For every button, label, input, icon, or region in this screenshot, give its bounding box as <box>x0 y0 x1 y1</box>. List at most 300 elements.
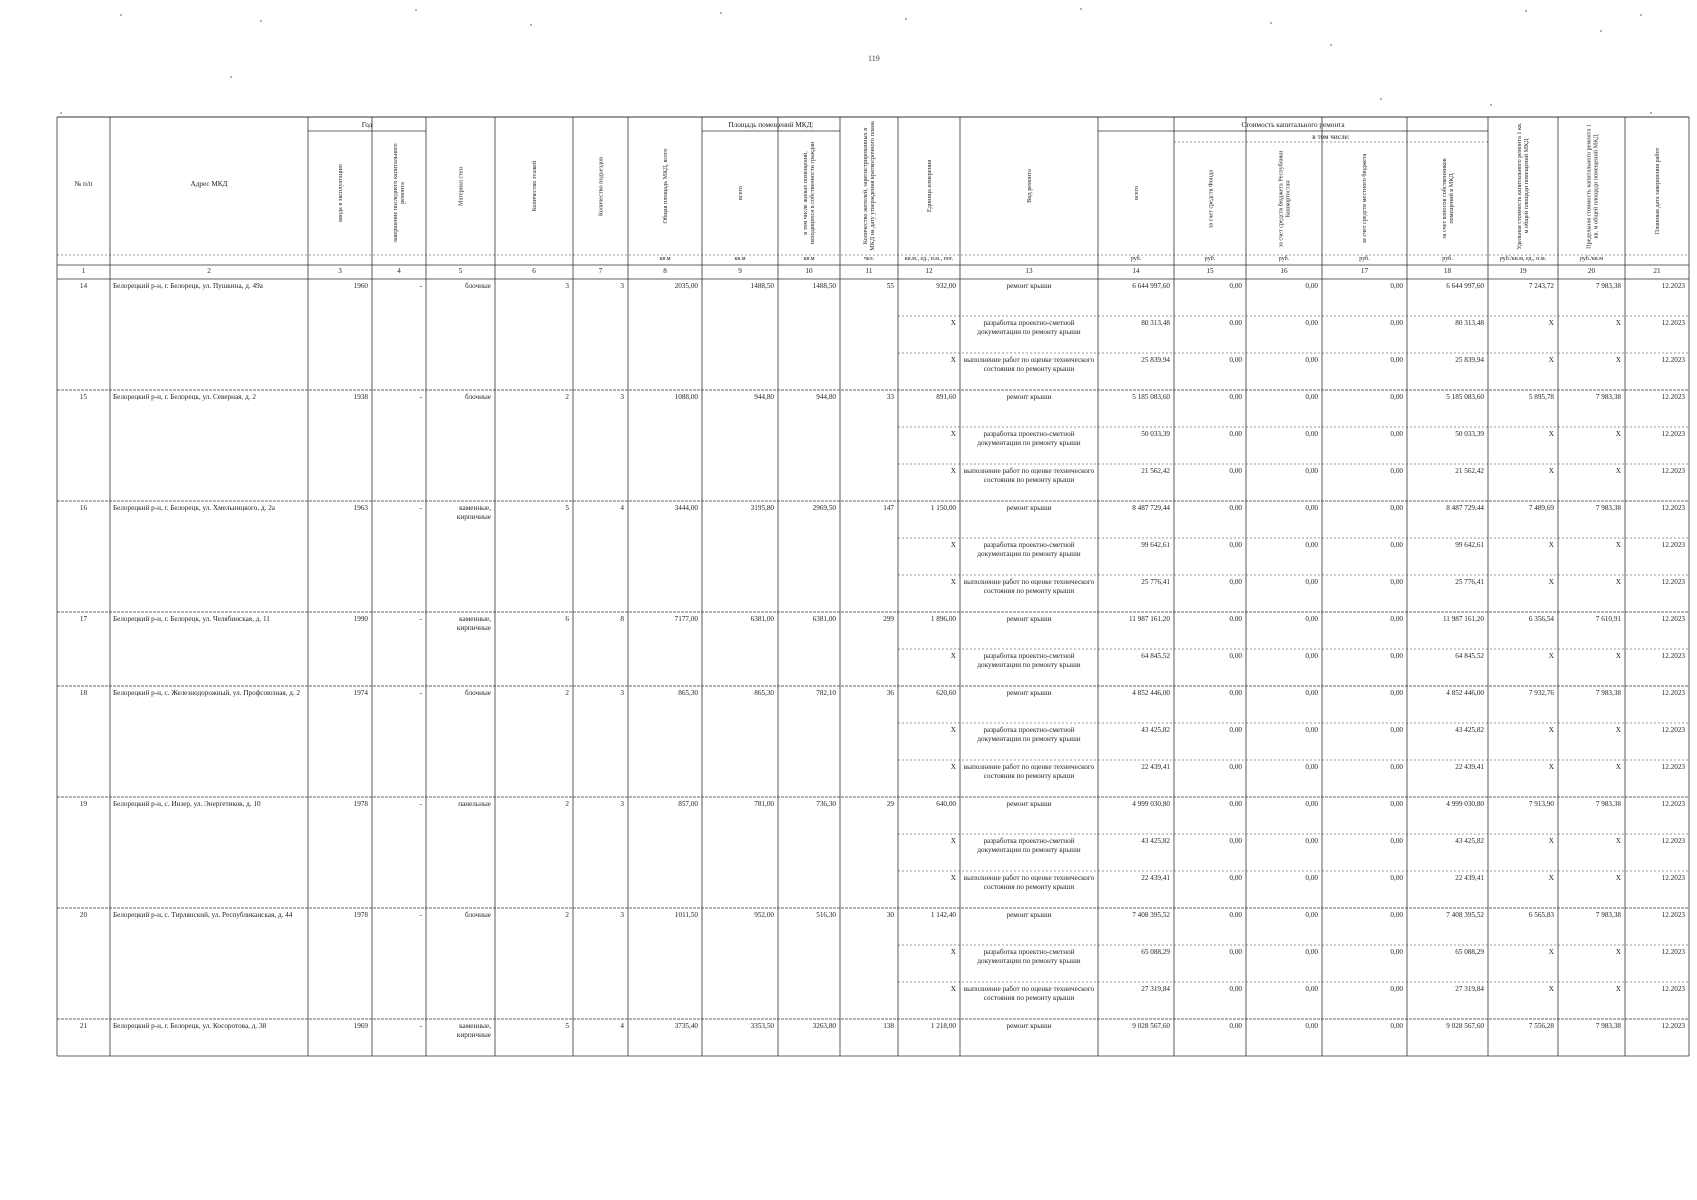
row-number: 16 <box>79 504 88 512</box>
cost-fund: 0,00 <box>1229 282 1242 290</box>
work-type: ремонт крыши <box>1006 282 1052 290</box>
cost-owners: 25 839,94 <box>1455 356 1484 364</box>
cost-total: 80 313,48 <box>1141 319 1170 327</box>
max-cost: X <box>1615 356 1621 364</box>
row-wall-material: блочные <box>465 689 491 697</box>
cost-owners: 6 644 997,60 <box>1446 282 1484 290</box>
header-area-group: Площадь помещений МКД: <box>728 121 814 129</box>
unit-cost: X <box>1548 874 1554 882</box>
cost-budget: 0,00 <box>1305 319 1318 327</box>
cost-fund: 0,00 <box>1229 1022 1242 1030</box>
cost-total: 11 987 161,20 <box>1128 615 1170 623</box>
completion-date: 12.2023 <box>1661 874 1685 882</box>
completion-date: 12.2023 <box>1661 1022 1685 1030</box>
row-floors: 3 <box>565 282 569 290</box>
cost-local: 0,00 <box>1390 578 1403 586</box>
row-area-all: 3195,80 <box>750 504 774 512</box>
cost-fund: 0,00 <box>1229 948 1242 956</box>
unit-cost: X <box>1548 430 1554 438</box>
column-number: 18 <box>1443 267 1452 275</box>
unit-label: кв.м <box>803 256 815 262</box>
row-measure: 1 896,00 <box>930 615 956 623</box>
column-number: 1 <box>81 267 86 275</box>
row-number: 17 <box>79 615 88 623</box>
row-total-area: 2035,00 <box>674 282 698 290</box>
column-number: 7 <box>598 267 603 275</box>
header-area-living: в том числе жилых помещений, находящихся в собственности граждан <box>802 141 816 245</box>
cost-fund: 0,00 <box>1229 874 1242 882</box>
row-area-all: 865,30 <box>754 689 774 697</box>
completion-date: 12.2023 <box>1661 467 1685 475</box>
cost-budget: 0,00 <box>1305 504 1318 512</box>
cost-total: 22 439,41 <box>1141 874 1170 882</box>
row-area-all: 3353,50 <box>750 1022 774 1030</box>
completion-date: 12.2023 <box>1661 615 1685 623</box>
completion-date: 12.2023 <box>1661 837 1685 845</box>
header-floors: Количество этажей <box>530 160 538 212</box>
unit-label: кв.м., ед., п.м., пог. <box>904 256 954 262</box>
cost-budget: 0,00 <box>1305 726 1318 734</box>
row-residents: 138 <box>883 1022 894 1030</box>
row-measure: 1 142,40 <box>930 911 956 919</box>
row-total-area: 857,00 <box>678 800 698 808</box>
completion-date: 12.2023 <box>1661 282 1685 290</box>
row-entrances: 8 <box>620 615 624 623</box>
cost-budget: 0,00 <box>1305 578 1318 586</box>
row-entrances: 3 <box>620 393 624 401</box>
column-number: 15 <box>1206 267 1214 275</box>
work-type: выполнение работ по оценке технического состояния по ремонту крыши <box>963 356 1095 373</box>
row-total-area: 865,30 <box>678 689 698 697</box>
cost-budget: 0,00 <box>1305 430 1318 438</box>
row-area-living: 944,80 <box>816 393 836 401</box>
unit-label: руб. <box>1278 256 1290 262</box>
cost-budget: 0,00 <box>1305 689 1318 697</box>
cost-budget: 0,00 <box>1305 948 1318 956</box>
cost-budget: 0,00 <box>1305 837 1318 845</box>
row-repair-year: - <box>419 911 422 919</box>
row-area-all: 781,00 <box>754 800 774 808</box>
header-cost-fund: за счет средств Фонда <box>1206 169 1214 228</box>
unit-cost: X <box>1548 985 1554 993</box>
row-year: 1938 <box>353 393 368 401</box>
cost-local: 0,00 <box>1390 467 1403 475</box>
header-date: Плановая дата завершения работ <box>1653 147 1661 235</box>
cost-owners: 21 562,42 <box>1455 467 1484 475</box>
row-area-living: 516,30 <box>816 911 836 919</box>
column-number: 17 <box>1360 267 1369 275</box>
row-floors: 5 <box>565 1022 569 1030</box>
row-residents: 33 <box>886 393 894 401</box>
row-residents: 30 <box>886 911 894 919</box>
column-number: 8 <box>663 267 667 275</box>
unit-cost: X <box>1548 541 1554 549</box>
row-measure: 640,00 <box>936 800 956 808</box>
unit-cost: X <box>1548 837 1554 845</box>
row-floors: 2 <box>565 800 569 808</box>
row-floors: 2 <box>565 393 569 401</box>
row-measure: 620,60 <box>936 689 956 697</box>
header-year-repair: завершение последнего капитального ремонта <box>392 143 406 243</box>
work-type: разработка проектно-сметной документации по ремонту крыши <box>977 541 1081 558</box>
unit-cost: X <box>1548 578 1554 586</box>
unit-label: чел. <box>863 256 875 262</box>
work-type: разработка проектно-сметной документации по ремонту крыши <box>977 837 1081 854</box>
max-cost: X <box>1615 874 1621 882</box>
work-type: ремонт крыши <box>1006 689 1052 697</box>
cost-owners: 99 642,61 <box>1455 541 1484 549</box>
header-unit: Единица измерения <box>925 159 933 213</box>
cost-total: 8 487 729,44 <box>1132 504 1170 512</box>
unit-cost: X <box>1548 652 1554 660</box>
cost-budget: 0,00 <box>1305 615 1318 623</box>
cost-fund: 0,00 <box>1229 393 1242 401</box>
row-address: Белорецкий р-н, с. Железнодорожный, ул. Профсоюзная, д. 2 <box>113 689 301 697</box>
unit-cost: 7 913,90 <box>1528 800 1554 808</box>
cost-local: 0,00 <box>1390 874 1403 882</box>
cost-local: 0,00 <box>1390 985 1403 993</box>
max-cost: 7 983,38 <box>1595 282 1621 290</box>
work-type: ремонт крыши <box>1006 615 1052 623</box>
completion-date: 12.2023 <box>1661 948 1685 956</box>
unit-label: руб. <box>1204 256 1216 262</box>
cost-owners: 43 425,82 <box>1455 837 1484 845</box>
cost-total: 5 185 083,60 <box>1132 393 1170 401</box>
work-type: ремонт крыши <box>1006 911 1052 919</box>
cost-total: 99 642,61 <box>1141 541 1170 549</box>
cost-fund: 0,00 <box>1229 578 1242 586</box>
header-cost-group: Стоимость капитального ремонта <box>1241 121 1345 129</box>
cost-local: 0,00 <box>1390 393 1403 401</box>
row-wall-material: блочные <box>465 282 491 290</box>
cost-local: 0,00 <box>1390 911 1403 919</box>
x-mark: X <box>950 652 956 660</box>
cost-local: 0,00 <box>1390 763 1403 771</box>
row-residents: 55 <box>886 282 894 290</box>
max-cost: 7 983,38 <box>1595 1022 1621 1030</box>
cost-budget: 0,00 <box>1305 652 1318 660</box>
cost-fund: 0,00 <box>1229 652 1242 660</box>
column-number: 4 <box>397 267 401 275</box>
cost-fund: 0,00 <box>1229 689 1242 697</box>
work-type: выполнение работ по оценке технического состояния по ремонту крыши <box>963 985 1095 1002</box>
cost-owners: 22 439,41 <box>1455 763 1484 771</box>
cost-total: 4 999 030,80 <box>1132 800 1170 808</box>
cost-fund: 0,00 <box>1229 911 1242 919</box>
cost-total: 9 028 567,60 <box>1132 1022 1170 1030</box>
header-residents: Количество жителей, зарегистрированных в МКД на дату утверждения краткосрочного плана <box>862 121 876 251</box>
max-cost: 7 610,91 <box>1595 615 1621 623</box>
row-wall-material: панельные <box>458 800 491 808</box>
row-total-area: 1011,50 <box>674 911 698 919</box>
cost-owners: 43 425,82 <box>1455 726 1484 734</box>
completion-date: 12.2023 <box>1661 689 1685 697</box>
row-address: Белорецкий р-н, г. Белорецк, ул. Северная, д. 2 <box>113 393 256 401</box>
completion-date: 12.2023 <box>1661 800 1685 808</box>
unit-label: кв.м <box>659 256 671 262</box>
cost-fund: 0,00 <box>1229 504 1242 512</box>
cost-budget: 0,00 <box>1305 985 1318 993</box>
row-wall-material: каменные, кирпичные <box>456 504 491 521</box>
page-number: 119 <box>868 54 880 63</box>
max-cost: X <box>1615 948 1621 956</box>
header-cost-budget: за счет средств бюджета Республики Башкортостан <box>1277 150 1291 247</box>
row-number: 14 <box>79 282 88 290</box>
x-mark: X <box>950 985 956 993</box>
completion-date: 12.2023 <box>1661 578 1685 586</box>
column-number: 14 <box>1132 267 1140 275</box>
cost-owners: 4 999 030,80 <box>1446 800 1484 808</box>
header-year-built: ввода в эксплуатацию <box>336 164 344 222</box>
cost-owners: 7 408 395,52 <box>1446 911 1484 919</box>
cost-budget: 0,00 <box>1305 356 1318 364</box>
cost-owners: 50 033,39 <box>1455 430 1484 438</box>
cost-total: 25 776,41 <box>1141 578 1170 586</box>
row-total-area: 3444,00 <box>674 504 698 512</box>
row-residents: 29 <box>886 800 894 808</box>
cost-total: 25 839,94 <box>1141 356 1170 364</box>
row-floors: 6 <box>565 615 569 623</box>
column-number: 20 <box>1587 267 1596 275</box>
max-cost: X <box>1615 319 1621 327</box>
column-number: 16 <box>1280 267 1288 275</box>
row-repair-year: - <box>419 689 422 697</box>
row-year: 1963 <box>353 504 368 512</box>
cost-fund: 0,00 <box>1229 615 1242 623</box>
row-year: 1969 <box>353 1022 368 1030</box>
cost-total: 64 845,52 <box>1141 652 1170 660</box>
unit-label: руб./кв.м <box>1579 256 1604 262</box>
row-total-area: 7177,00 <box>674 615 698 623</box>
work-type: ремонт крыши <box>1006 393 1052 401</box>
unit-cost: 6 565,83 <box>1528 911 1554 919</box>
column-number: 10 <box>805 267 813 275</box>
cost-owners: 65 088,29 <box>1455 948 1484 956</box>
row-area-living: 1488,50 <box>812 282 836 290</box>
x-mark: X <box>950 763 956 771</box>
cost-budget: 0,00 <box>1305 1022 1318 1030</box>
unit-cost: 7 489,69 <box>1528 504 1554 512</box>
cost-total: 27 319,84 <box>1141 985 1170 993</box>
row-residents: 299 <box>883 615 894 623</box>
column-number: 12 <box>925 267 933 275</box>
max-cost: 7 983,38 <box>1595 393 1621 401</box>
row-year: 1974 <box>353 689 368 697</box>
work-type: ремонт крыши <box>1006 800 1052 808</box>
row-entrances: 3 <box>620 911 624 919</box>
header-cost-local: за счет средств местного бюджета <box>1361 153 1368 244</box>
x-mark: X <box>950 430 956 438</box>
cost-fund: 0,00 <box>1229 319 1242 327</box>
work-type: разработка проектно-сметной документации по ремонту крыши <box>977 430 1081 447</box>
row-total-area: 3735,40 <box>674 1022 698 1030</box>
x-mark: X <box>950 356 956 364</box>
header-max-cost: Предельная стоимость капитального ремонта 1 кв. м общей площади помещений МКД <box>1584 123 1599 249</box>
unit-label: руб./кв.м, ед., п.м. <box>1499 256 1547 262</box>
row-repair-year: - <box>419 615 422 623</box>
cost-budget: 0,00 <box>1305 282 1318 290</box>
unit-label: кв.м <box>734 256 746 262</box>
row-wall-material: каменные, кирпичные <box>456 1022 491 1039</box>
work-type: выполнение работ по оценке технического состояния по ремонту крыши <box>963 874 1095 891</box>
cost-owners: 25 776,41 <box>1455 578 1484 586</box>
cost-budget: 0,00 <box>1305 911 1318 919</box>
cost-local: 0,00 <box>1390 652 1403 660</box>
work-type: выполнение работ по оценке технического состояния по ремонту крыши <box>963 578 1095 595</box>
row-area-all: 1488,50 <box>750 282 774 290</box>
unit-cost: 7 556,28 <box>1528 1022 1554 1030</box>
cost-local: 0,00 <box>1390 504 1403 512</box>
row-area-all: 6381,00 <box>750 615 774 623</box>
cost-budget: 0,00 <box>1305 467 1318 475</box>
row-repair-year: - <box>419 504 422 512</box>
x-mark: X <box>950 319 956 327</box>
row-entrances: 4 <box>620 1022 624 1030</box>
row-year: 1960 <box>353 282 368 290</box>
x-mark: X <box>950 948 956 956</box>
row-area-living: 3263,80 <box>812 1022 836 1030</box>
cost-owners: 27 319,84 <box>1455 985 1484 993</box>
cost-owners: 22 439,41 <box>1455 874 1484 882</box>
unit-cost: 7 243,72 <box>1528 282 1554 290</box>
row-measure: 932,00 <box>936 282 956 290</box>
row-address: Белорецкий р-н, с. Инзер, ул. Энергетиков, д. 10 <box>113 800 261 808</box>
cost-total: 65 088,29 <box>1141 948 1170 956</box>
row-entrances: 3 <box>620 282 624 290</box>
column-number: 13 <box>1025 267 1033 275</box>
column-number: 11 <box>865 267 873 275</box>
max-cost: X <box>1615 652 1621 660</box>
unit-label: руб. <box>1442 256 1453 262</box>
column-number: 3 <box>338 267 342 275</box>
max-cost: X <box>1615 467 1621 475</box>
row-entrances: 3 <box>620 800 624 808</box>
cost-total: 43 425,82 <box>1141 837 1170 845</box>
cost-fund: 0,00 <box>1229 541 1242 549</box>
cost-fund: 0,00 <box>1229 430 1242 438</box>
max-cost: X <box>1615 541 1621 549</box>
cost-local: 0,00 <box>1390 356 1403 364</box>
work-type: разработка проектно-сметной документации по ремонту крыши <box>977 319 1081 336</box>
row-residents: 147 <box>883 504 894 512</box>
row-year: 1978 <box>353 800 368 808</box>
max-cost: 7 983,38 <box>1595 800 1621 808</box>
completion-date: 12.2023 <box>1661 726 1685 734</box>
cost-local: 0,00 <box>1390 430 1403 438</box>
cost-local: 0,00 <box>1390 948 1403 956</box>
header-entrances: Количество подъездов <box>597 156 604 216</box>
header-wall: Материал стен <box>457 166 464 206</box>
row-number: 15 <box>79 393 88 401</box>
row-address: Белорецкий р-н, с. Тирлянский, ул. Республиканская, д. 44 <box>113 911 293 919</box>
cost-local: 0,00 <box>1390 1022 1403 1030</box>
row-repair-year: - <box>419 1022 422 1030</box>
x-mark: X <box>950 541 956 549</box>
column-number: 2 <box>207 267 211 275</box>
max-cost: 7 983,38 <box>1595 689 1621 697</box>
cost-owners: 9 028 567,60 <box>1446 1022 1484 1030</box>
completion-date: 12.2023 <box>1661 393 1685 401</box>
cost-budget: 0,00 <box>1305 763 1318 771</box>
completion-date: 12.2023 <box>1661 985 1685 993</box>
cost-budget: 0,00 <box>1305 874 1318 882</box>
column-number: 21 <box>1653 267 1661 275</box>
row-address: Белорецкий р-н, г. Белорецк, ул. Хмельницкого, д. 2а <box>113 504 275 512</box>
max-cost: X <box>1615 430 1621 438</box>
max-cost: 7 983,38 <box>1595 504 1621 512</box>
cost-fund: 0,00 <box>1229 356 1242 364</box>
completion-date: 12.2023 <box>1661 430 1685 438</box>
row-area-living: 782,10 <box>816 689 836 697</box>
work-type: ремонт крыши <box>1006 1022 1052 1030</box>
row-address: Белорецкий р-н, г. Белорецк, ул. Пушкина, д. 49а <box>113 282 263 290</box>
row-repair-year: - <box>419 282 422 290</box>
max-cost: X <box>1615 763 1621 771</box>
row-entrances: 3 <box>620 689 624 697</box>
row-measure: 1 150,00 <box>930 504 956 512</box>
max-cost: 7 983,38 <box>1595 911 1621 919</box>
header-unit-cost: Удельная стоимость капитального ремонта 1 кв. м общей площади помещений МКД <box>1516 122 1530 250</box>
x-mark: X <box>950 837 956 845</box>
cost-owners: 8 487 729,44 <box>1446 504 1484 512</box>
cost-budget: 0,00 <box>1305 393 1318 401</box>
header-area-all: всего <box>736 186 744 200</box>
unit-label: руб. <box>1130 256 1142 262</box>
completion-date: 12.2023 <box>1661 541 1685 549</box>
cost-local: 0,00 <box>1390 319 1403 327</box>
cost-total: 21 562,42 <box>1141 467 1170 475</box>
cost-total: 7 408 395,52 <box>1132 911 1170 919</box>
cost-fund: 0,00 <box>1229 837 1242 845</box>
completion-date: 12.2023 <box>1661 763 1685 771</box>
header-total-area: Общая площадь МКД, всего <box>661 148 669 224</box>
row-address: Белорецкий р-н, г. Белорецк, ул. Косоротова, д. 38 <box>113 1022 267 1030</box>
max-cost: X <box>1615 578 1621 586</box>
row-area-living: 736,30 <box>816 800 836 808</box>
row-measure: 891,60 <box>936 393 956 401</box>
unit-cost: 5 895,78 <box>1528 393 1554 401</box>
row-wall-material: блочные <box>465 911 491 919</box>
row-floors: 2 <box>565 911 569 919</box>
unit-cost: X <box>1548 763 1554 771</box>
cost-total: 43 425,82 <box>1141 726 1170 734</box>
completion-date: 12.2023 <box>1661 911 1685 919</box>
cost-owners: 5 185 083,60 <box>1446 393 1484 401</box>
cost-local: 0,00 <box>1390 615 1403 623</box>
max-cost: X <box>1615 837 1621 845</box>
cost-total: 22 439,41 <box>1141 763 1170 771</box>
row-area-all: 952,00 <box>754 911 774 919</box>
cost-local: 0,00 <box>1390 282 1403 290</box>
max-cost: X <box>1615 985 1621 993</box>
cost-fund: 0,00 <box>1229 985 1242 993</box>
cost-owners: 11 987 161,20 <box>1442 615 1484 623</box>
row-measure: 1 218,00 <box>930 1022 956 1030</box>
column-number: 19 <box>1519 267 1527 275</box>
row-total-area: 1088,00 <box>674 393 698 401</box>
header-year: Год <box>361 121 373 129</box>
unit-cost: X <box>1548 948 1554 956</box>
work-type: разработка проектно-сметной документации по ремонту крыши <box>977 652 1081 669</box>
completion-date: 12.2023 <box>1661 504 1685 512</box>
row-floors: 5 <box>565 504 569 512</box>
cost-fund: 0,00 <box>1229 763 1242 771</box>
unit-cost: X <box>1548 726 1554 734</box>
unit-cost: 7 932,76 <box>1528 689 1554 697</box>
row-address: Белорецкий р-н, г. Белорецк, ул. Челябинская, д. 11 <box>113 615 270 623</box>
x-mark: X <box>950 578 956 586</box>
cost-local: 0,00 <box>1390 541 1403 549</box>
